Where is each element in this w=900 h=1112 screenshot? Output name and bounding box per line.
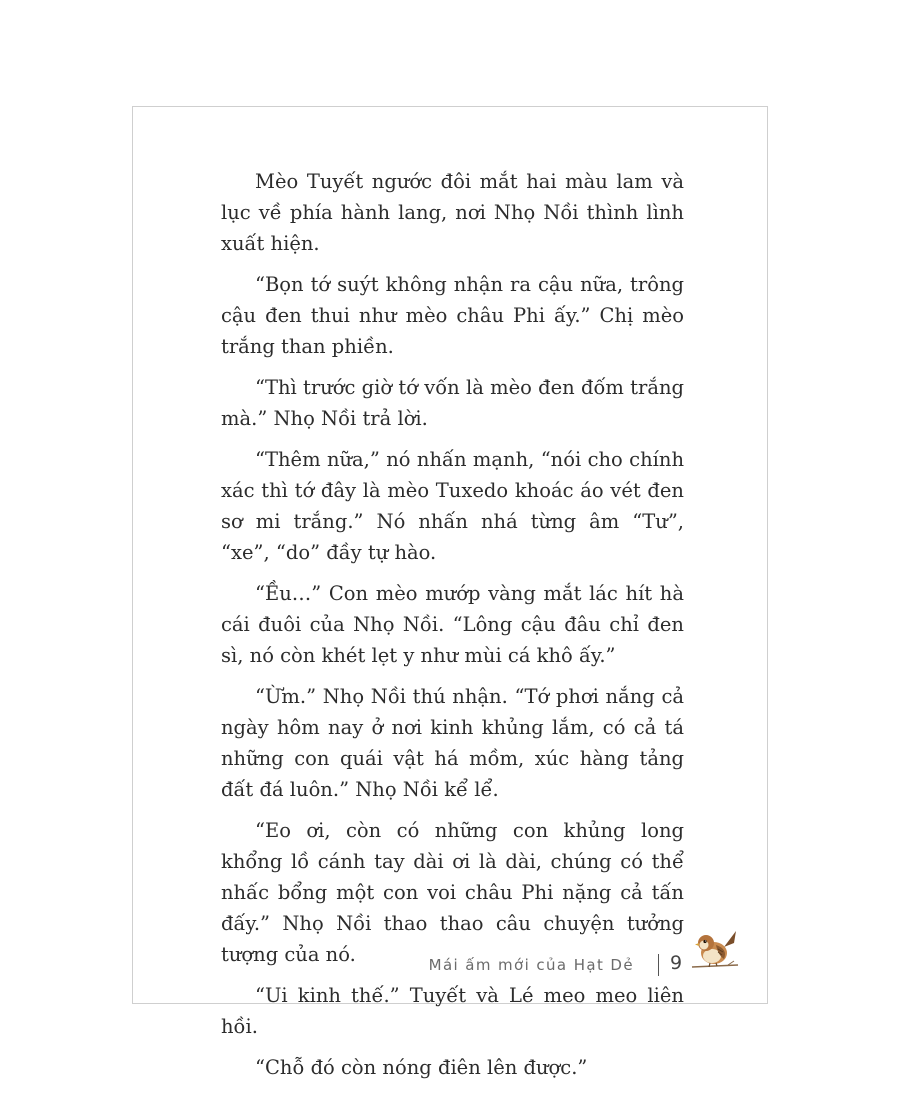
paragraph: “Ều…” Con mèo mướp vàng mắt lác hít hà cái đuôi của Nhọ Nồi. “Lông cậu đâu chỉ đen sì, nó còn khét lẹt y như mùi cá khô ấy.” bbox=[221, 582, 684, 667]
page-footer bbox=[430, 952, 730, 982]
paragraph: Mèo Tuyết ngước đôi mắt hai màu lam và lục về phía hành lang, nơi Nhọ Nồi thình lình xuất hiện. bbox=[221, 170, 684, 255]
paragraph: “Bọn tớ suýt không nhận ra cậu nữa, trông cậu đen thui như mèo châu Phi ấy.” Chị mèo trắng than phiền. bbox=[221, 273, 684, 358]
paragraph: “Thì trước giờ tớ vốn là mèo đen đốm trắng mà.” Nhọ Nồi trả lời. bbox=[221, 376, 684, 430]
running-title: Mái ấm mới của Hạt Dẻ bbox=[428, 956, 634, 974]
paragraph: “Thêm nữa,” nó nhấn mạnh, “nói cho chính xác thì tớ đây là mèo Tuxedo khoác áo vét đen sơ mi trắng.” Nó nhấn nhá từng âm “Tư”, “xe”, “do” đầy tự hào. bbox=[221, 448, 684, 564]
page-number: 9 bbox=[670, 952, 683, 974]
sparrow-icon bbox=[690, 925, 740, 975]
paragraph: “Chỗ đó còn nóng điên lên được.” bbox=[255, 1056, 588, 1079]
paragraph: “Ừm.” Nhọ Nồi thú nhận. “Tớ phơi nắng cả ngày hôm nay ở nơi kinh khủng lắm, có cả tá những con quái vật há mồm, xúc hàng tảng đất đá luôn.” Nhọ Nồi kể lể. bbox=[221, 685, 684, 801]
paragraph: “Eo ơi, còn có những con khủng long khổng lồ cánh tay dài ơi là dài, chúng có thể nhấc bổng một con voi châu Phi nặng cả tấn đấy.” Nhọ Nồi thao thao câu chuyện tưởng tượng của nó. bbox=[221, 819, 684, 966]
paragraph: “Ui kinh thế.” Tuyết và Lé meo meo liên hồi. bbox=[221, 984, 684, 1038]
footer-divider bbox=[658, 954, 659, 976]
